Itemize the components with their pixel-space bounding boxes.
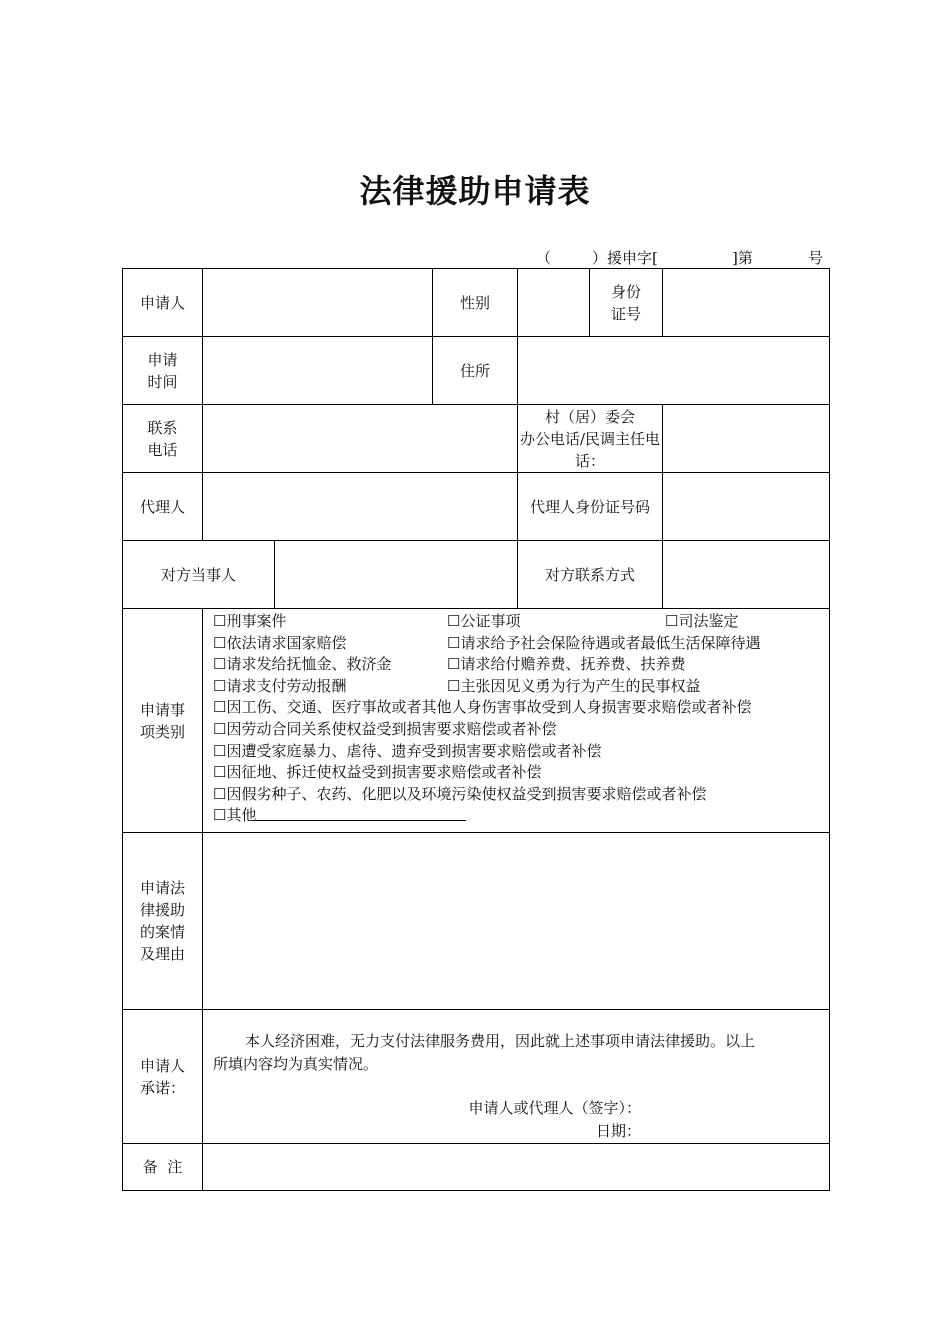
gender-label: 性别 bbox=[433, 269, 518, 337]
id-number-input[interactable] bbox=[663, 269, 830, 337]
case-reason-input[interactable] bbox=[203, 833, 830, 1010]
signature-label: 申请人或代理人（签字）： bbox=[468, 1099, 642, 1117]
residence-label: 住所 bbox=[433, 337, 518, 405]
option-land-expropriation[interactable]: ☐因征地、拆迁使权益受到损害要求赔偿或者补偿 bbox=[213, 763, 542, 782]
matter-type-label: 申请事 项类别 bbox=[123, 609, 203, 833]
document-number: （ ）援申字[ ]第 号 bbox=[536, 249, 824, 267]
option-domestic-violence[interactable]: ☐因遭受家庭暴力、虐待、遗弃受到损害要求赔偿或者补偿 bbox=[213, 741, 602, 760]
promise-label: 申请人 承诺： bbox=[123, 1010, 203, 1144]
option-fake-agri[interactable]: ☐因假劣种子、农药、化肥以及环境污染使权益受到损害要求赔偿或者补偿 bbox=[213, 784, 707, 803]
residence-input[interactable] bbox=[518, 337, 830, 405]
option-other[interactable]: ☐其他 bbox=[213, 805, 256, 827]
promise-text-line2: 所填内容均为真实情况。 bbox=[213, 1055, 379, 1073]
date-label: 日期： bbox=[596, 1122, 642, 1140]
option-injury[interactable]: ☐因工伤、交通、医疗事故或者其他人身伤害事故受到人身损害要求赔偿或者补偿 bbox=[213, 698, 752, 717]
other-blank-line[interactable] bbox=[256, 805, 466, 821]
opposing-party-input[interactable] bbox=[275, 541, 518, 609]
option-judicial-appraisal[interactable]: ☐司法鉴定 bbox=[665, 612, 739, 630]
option-state-compensation[interactable]: ☐依法请求国家赔偿 bbox=[213, 633, 347, 652]
apply-time-label: 申请 时间 bbox=[123, 337, 203, 405]
promise-content bbox=[203, 1010, 830, 1144]
agent-label: 代理人 bbox=[123, 473, 203, 541]
agent-id-label: 代理人身份证号码 bbox=[518, 473, 663, 541]
agent-id-input[interactable] bbox=[663, 473, 830, 541]
opposing-contact-input[interactable] bbox=[663, 541, 830, 609]
option-pension-relief[interactable]: ☐请求发给抚恤金、救济金 bbox=[213, 655, 392, 674]
promise-text-line1: 本人经济困难，无力支付法律服务费用，因此就上述事项申请法律援助。以上 bbox=[245, 1032, 756, 1050]
remarks-label: 备 注 bbox=[123, 1144, 203, 1191]
option-criminal[interactable]: ☐刑事案件 bbox=[213, 612, 287, 630]
application-form-table bbox=[122, 268, 830, 1191]
option-heroic-act[interactable]: ☐主张因见义勇为行为产生的民事权益 bbox=[447, 676, 701, 695]
id-number-label: 身份 证号 bbox=[590, 269, 663, 337]
apply-time-input[interactable] bbox=[203, 337, 433, 405]
opposing-party-label: 对方当事人 bbox=[123, 541, 275, 609]
phone-label: 联系 电话 bbox=[123, 405, 203, 473]
remarks-input[interactable] bbox=[203, 1144, 830, 1191]
case-reason-label: 申请法 律援助 的案情 及理由 bbox=[123, 833, 203, 1010]
phone-input[interactable] bbox=[203, 405, 518, 473]
committee-phone-input[interactable] bbox=[663, 405, 830, 473]
committee-phone-label: 村（居）委会 办公电话/民调主任电话： bbox=[518, 405, 663, 473]
opposing-contact-label: 对方联系方式 bbox=[518, 541, 663, 609]
form-title: 法律援助申请表 bbox=[359, 172, 591, 210]
option-labor-pay[interactable]: ☐请求支付劳动报酬 bbox=[213, 676, 347, 695]
option-alimony[interactable]: ☐请求给付赡养费、抚养费、扶养费 bbox=[447, 655, 686, 674]
applicant-label: 申请人 bbox=[123, 269, 203, 337]
agent-input[interactable] bbox=[203, 473, 518, 541]
option-notary[interactable]: ☐公证事项 bbox=[447, 612, 521, 630]
gender-input[interactable] bbox=[518, 269, 590, 337]
matter-type-options bbox=[203, 609, 830, 833]
option-social-insurance[interactable]: ☐请求给予社会保险待遇或者最低生活保障待遇 bbox=[447, 633, 761, 652]
applicant-input[interactable] bbox=[203, 269, 433, 337]
option-labor-contract[interactable]: ☐因劳动合同关系使权益受到损害要求赔偿或者补偿 bbox=[213, 719, 557, 738]
